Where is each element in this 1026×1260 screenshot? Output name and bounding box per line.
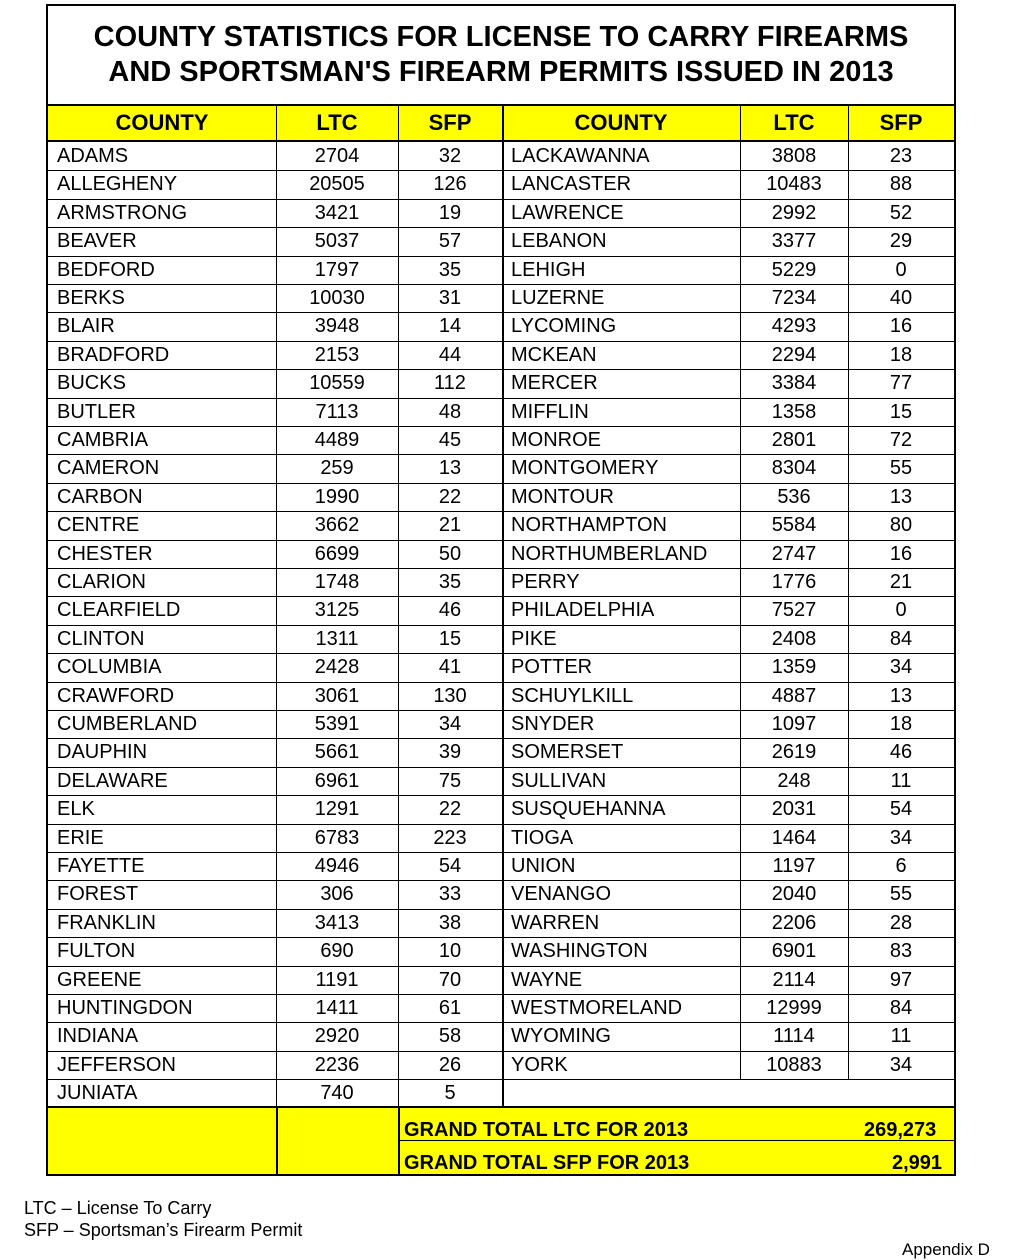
right-ltc-cell: 3384 xyxy=(771,372,817,395)
left-county-cell: HUNTINGDON xyxy=(57,997,193,1019)
right-ltc-cell: 248 xyxy=(777,769,811,792)
left-ltc-cell: 3662 xyxy=(314,514,360,537)
left-county-cell: BERKS xyxy=(57,287,125,309)
right-ltc-cell: 1097 xyxy=(771,713,817,735)
left-ltc-cell: 4946 xyxy=(314,855,360,877)
row-divider xyxy=(48,795,954,796)
right-sfp-cell: 18 xyxy=(889,343,913,366)
footnote-ltc: LTC – License To Carry xyxy=(24,1198,212,1218)
left-sfp-cell: 54 xyxy=(438,855,462,877)
right-sfp-cell: 55 xyxy=(889,457,913,480)
left-county-cell: FOREST xyxy=(57,883,139,906)
column-header-ltc: LTC xyxy=(740,106,848,140)
center-divider xyxy=(502,106,504,1108)
left-county-cell: ERIE xyxy=(57,826,104,849)
right-sfp-cell: 80 xyxy=(889,514,913,537)
left-ltc-cell: 2236 xyxy=(314,1053,360,1076)
right-ltc-cell: 1114 xyxy=(773,1025,815,1048)
left-sfp-cell: 19 xyxy=(438,201,462,224)
right-ltc-cell: 3377 xyxy=(771,230,817,253)
right-ltc-cell: 10883 xyxy=(766,1053,822,1076)
right-sfp-cell: 29 xyxy=(889,230,913,253)
left-county-cell: INDIANA xyxy=(57,1025,139,1048)
right-county-cell: PERRY xyxy=(511,571,580,593)
column-divider xyxy=(740,106,741,1079)
right-sfp-cell: 84 xyxy=(889,627,913,650)
row-divider xyxy=(48,256,954,257)
left-ltc-cell: 740 xyxy=(320,1082,354,1105)
left-ltc-cell: 5037 xyxy=(314,230,360,253)
right-county-cell: LEHIGH xyxy=(511,258,586,281)
right-county-cell: WAYNE xyxy=(511,968,583,991)
right-sfp-cell: 15 xyxy=(889,400,913,423)
column-header-county: COUNTY xyxy=(502,106,740,140)
left-ltc-cell: 1797 xyxy=(314,258,360,281)
statistics-document xyxy=(46,4,956,1176)
right-sfp-cell: 54 xyxy=(889,798,913,821)
right-county-cell: MONTGOMERY xyxy=(511,457,659,480)
left-sfp-cell: 75 xyxy=(438,769,462,792)
right-ltc-cell: 2408 xyxy=(771,627,817,650)
left-county-cell: BEAVER xyxy=(57,230,137,253)
left-ltc-cell: 6961 xyxy=(314,769,360,792)
left-sfp-cell: 126 xyxy=(433,173,467,196)
row-divider xyxy=(48,369,954,370)
left-sfp-cell: 35 xyxy=(438,258,462,281)
row-divider xyxy=(48,511,954,512)
right-ltc-cell: 2031 xyxy=(771,798,817,821)
column-divider xyxy=(848,106,849,1079)
left-ltc-cell: 3125 xyxy=(314,599,360,622)
right-sfp-cell: 11 xyxy=(890,1025,912,1048)
appendix-label: Appendix D xyxy=(902,1240,990,1259)
grand-total-sfp-label: GRAND TOTAL SFP FOR 2013 xyxy=(404,1152,690,1174)
right-ltc-cell: 1359 xyxy=(771,656,817,679)
left-ltc-cell: 2153 xyxy=(314,343,360,366)
right-county-cell: SCHUYLKILL xyxy=(511,684,634,707)
column-header-ltc: LTC xyxy=(276,106,398,140)
left-ltc-cell: 6783 xyxy=(314,826,360,849)
title-line-1: COUNTY STATISTICS FOR LICENSE TO CARRY FIREARMS xyxy=(93,21,909,53)
left-sfp-cell: 130 xyxy=(433,684,467,707)
left-ltc-cell: 5391 xyxy=(314,713,360,735)
right-sfp-cell: 34 xyxy=(889,1053,913,1076)
right-county-cell: LANCASTER xyxy=(511,173,632,196)
row-divider xyxy=(48,738,954,739)
row-divider xyxy=(48,227,954,228)
right-ltc-cell: 4293 xyxy=(771,315,817,338)
right-sfp-cell: 88 xyxy=(889,173,913,196)
left-county-cell: CUMBERLAND xyxy=(57,713,198,735)
left-county-cell: COLUMBIA xyxy=(57,656,162,679)
left-county-cell: ELK xyxy=(57,798,95,821)
right-sfp-cell: 23 xyxy=(889,145,913,167)
right-county-cell: LEBANON xyxy=(511,230,607,253)
left-sfp-cell: 58 xyxy=(438,1025,462,1048)
left-ltc-cell: 4489 xyxy=(314,429,360,451)
right-county-cell: MONROE xyxy=(511,429,601,451)
right-county-cell: SNYDER xyxy=(511,713,595,735)
left-county-cell: FULTON xyxy=(57,940,136,963)
left-sfp-cell: 70 xyxy=(438,968,462,991)
right-county-cell: LACKAWANNA xyxy=(511,145,650,167)
right-sfp-cell: 6 xyxy=(895,855,907,877)
right-ltc-cell: 2747 xyxy=(771,542,817,565)
right-county-cell: MCKEAN xyxy=(511,343,597,366)
row-divider xyxy=(48,880,954,881)
right-county-cell: SOMERSET xyxy=(511,741,624,764)
right-sfp-cell: 40 xyxy=(889,287,913,309)
left-county-cell: BLAIR xyxy=(57,315,115,338)
right-county-cell: WYOMING xyxy=(511,1025,611,1048)
right-county-cell: MIFFLIN xyxy=(511,400,589,423)
row-divider xyxy=(48,596,954,597)
left-sfp-cell: 50 xyxy=(438,542,462,565)
left-ltc-cell: 259 xyxy=(320,457,354,480)
right-sfp-cell: 52 xyxy=(889,201,913,224)
left-sfp-cell: 57 xyxy=(438,230,462,253)
right-ltc-cell: 2992 xyxy=(771,201,817,224)
left-sfp-cell: 22 xyxy=(438,485,462,508)
row-divider xyxy=(48,852,954,853)
left-ltc-cell: 10030 xyxy=(309,287,365,309)
left-county-cell: DELAWARE xyxy=(57,769,168,792)
right-ltc-cell: 4887 xyxy=(771,684,817,707)
column-divider xyxy=(276,106,277,1108)
left-sfp-cell: 31 xyxy=(438,287,462,309)
left-sfp-cell: 48 xyxy=(438,400,462,423)
left-county-cell: ARMSTRONG xyxy=(57,201,187,224)
left-ltc-cell: 1191 xyxy=(315,968,359,991)
right-sfp-cell: 77 xyxy=(889,372,913,395)
right-sfp-cell: 28 xyxy=(889,911,913,934)
column-divider xyxy=(398,106,399,1108)
left-sfp-cell: 15 xyxy=(438,627,462,650)
right-ltc-cell: 7234 xyxy=(771,287,817,309)
left-county-cell: FRANKLIN xyxy=(57,911,156,934)
right-ltc-cell: 536 xyxy=(777,485,811,508)
right-sfp-cell: 55 xyxy=(889,883,913,906)
left-sfp-cell: 61 xyxy=(438,997,462,1019)
right-county-cell: LYCOMING xyxy=(511,315,617,338)
left-county-cell: BUTLER xyxy=(57,400,136,423)
left-ltc-cell: 10559 xyxy=(309,372,365,395)
right-ltc-cell: 2206 xyxy=(771,911,817,934)
left-ltc-cell: 3421 xyxy=(314,201,360,224)
column-header-sfp: SFP xyxy=(398,106,502,140)
right-county-cell: NORTHUMBERLAND xyxy=(511,542,708,565)
right-sfp-cell: 16 xyxy=(889,315,913,338)
row-divider xyxy=(48,653,954,654)
row-divider xyxy=(48,824,954,825)
left-ltc-cell: 3948 xyxy=(314,315,360,338)
row-divider xyxy=(48,454,954,455)
left-county-cell: CARBON xyxy=(57,485,143,508)
right-sfp-cell: 83 xyxy=(889,940,913,963)
left-county-cell: CAMBRIA xyxy=(57,429,149,451)
row-divider xyxy=(48,341,954,342)
right-sfp-cell: 18 xyxy=(889,713,913,735)
right-ltc-cell: 1197 xyxy=(772,855,816,877)
totals-top-border xyxy=(48,1106,954,1108)
left-ltc-cell: 7113 xyxy=(315,400,359,423)
row-divider xyxy=(48,483,954,484)
right-ltc-cell: 3808 xyxy=(771,145,817,167)
row-divider xyxy=(48,568,954,569)
right-ltc-cell: 5229 xyxy=(771,258,817,281)
left-county-cell: BRADFORD xyxy=(57,343,170,366)
left-sfp-cell: 22 xyxy=(438,798,462,821)
right-county-cell: UNION xyxy=(511,855,576,877)
right-ltc-cell: 1464 xyxy=(771,826,817,849)
right-county-cell: VENANGO xyxy=(511,883,612,906)
left-sfp-cell: 46 xyxy=(438,599,462,622)
column-header-county: COUNTY xyxy=(48,106,276,140)
left-ltc-cell: 1411 xyxy=(315,997,359,1019)
right-ltc-cell: 1776 xyxy=(771,571,817,593)
right-sfp-cell: 11 xyxy=(890,769,912,792)
row-divider xyxy=(48,994,954,995)
left-county-cell: GREENE xyxy=(57,968,142,991)
left-county-cell: BEDFORD xyxy=(57,258,155,281)
left-county-cell: CRAWFORD xyxy=(57,684,175,707)
right-sfp-cell: 16 xyxy=(889,542,913,565)
left-ltc-cell: 690 xyxy=(320,940,354,963)
right-county-cell: PIKE xyxy=(511,627,557,650)
right-ltc-cell: 1358 xyxy=(771,400,817,423)
right-county-cell: WARREN xyxy=(511,911,600,934)
grand-total-ltc-label: GRAND TOTAL LTC FOR 2013 xyxy=(404,1119,689,1141)
document-title xyxy=(48,6,954,106)
row-divider xyxy=(48,426,954,427)
left-sfp-cell: 39 xyxy=(438,741,462,764)
left-sfp-cell: 33 xyxy=(438,883,462,906)
row-divider xyxy=(48,909,954,910)
right-county-cell: YORK xyxy=(511,1053,568,1076)
footnote-sfp: SFP – Sportsman’s Firearm Permit xyxy=(24,1220,303,1240)
row-divider xyxy=(48,1079,502,1080)
row-divider xyxy=(48,1022,954,1023)
left-ltc-cell: 1311 xyxy=(315,627,359,650)
right-sfp-cell: 0 xyxy=(895,258,907,281)
left-sfp-cell: 32 xyxy=(438,145,462,167)
title-line-2: AND SPORTSMAN'S FIREARM PERMITS ISSUED IN 2013 xyxy=(108,56,894,88)
left-ltc-cell: 6699 xyxy=(314,542,360,565)
left-county-cell: CLARION xyxy=(57,571,146,593)
row-divider xyxy=(48,710,954,711)
left-sfp-cell: 10 xyxy=(438,940,462,963)
left-ltc-cell: 1990 xyxy=(314,485,360,508)
left-ltc-cell: 3061 xyxy=(314,684,360,707)
right-ltc-cell: 6901 xyxy=(771,940,817,963)
right-sfp-cell: 72 xyxy=(889,429,913,451)
right-county-cell: WESTMORELAND xyxy=(511,997,683,1019)
left-ltc-cell: 1291 xyxy=(314,798,360,821)
left-county-cell: ALLEGHENY xyxy=(57,173,178,196)
right-sfp-cell: 13 xyxy=(889,684,913,707)
left-sfp-cell: 35 xyxy=(438,571,462,593)
row-divider xyxy=(48,682,954,683)
right-county-cell: SUSQUEHANNA xyxy=(511,798,666,821)
right-county-cell: MERCER xyxy=(511,372,598,395)
right-ltc-cell: 10483 xyxy=(766,173,822,196)
left-sfp-cell: 223 xyxy=(433,826,467,849)
totals-divider xyxy=(276,1106,278,1174)
right-ltc-cell: 2114 xyxy=(772,968,816,991)
left-sfp-cell: 44 xyxy=(438,343,462,366)
left-sfp-cell: 26 xyxy=(438,1053,462,1076)
left-ltc-cell: 1748 xyxy=(314,571,360,593)
left-sfp-cell: 13 xyxy=(438,457,462,480)
right-county-cell: LAWRENCE xyxy=(511,201,624,224)
left-county-cell: FAYETTE xyxy=(57,855,145,877)
left-county-cell: BUCKS xyxy=(57,372,126,395)
row-divider xyxy=(48,767,954,768)
row-divider xyxy=(48,284,954,285)
right-sfp-cell: 46 xyxy=(889,741,913,764)
left-county-cell: JEFFERSON xyxy=(57,1053,176,1076)
left-county-cell: ADAMS xyxy=(57,145,129,167)
row-divider xyxy=(48,937,954,938)
right-sfp-cell: 13 xyxy=(889,485,913,508)
left-county-cell: CHESTER xyxy=(57,542,153,565)
column-header-sfp: SFP xyxy=(848,106,954,140)
right-county-cell: WASHINGTON xyxy=(511,940,648,963)
right-sfp-cell: 21 xyxy=(889,571,913,593)
right-ltc-cell: 5584 xyxy=(771,514,817,537)
left-sfp-cell: 45 xyxy=(438,429,462,451)
left-sfp-cell: 14 xyxy=(438,315,462,338)
right-ltc-cell: 12999 xyxy=(766,997,822,1019)
right-ltc-cell: 2619 xyxy=(771,741,817,764)
right-sfp-cell: 34 xyxy=(889,656,913,679)
row-divider xyxy=(48,199,954,200)
left-ltc-cell: 2920 xyxy=(314,1025,360,1048)
right-county-cell: PHILADELPHIA xyxy=(511,599,655,622)
grand-totals-band xyxy=(48,1106,954,1174)
left-county-cell: CLEARFIELD xyxy=(57,599,181,622)
row-divider xyxy=(48,312,954,313)
left-sfp-cell: 21 xyxy=(438,514,462,537)
row-divider xyxy=(48,540,954,541)
right-county-cell: SULLIVAN xyxy=(511,769,607,792)
right-sfp-cell: 97 xyxy=(889,968,913,991)
row-divider xyxy=(48,398,954,399)
left-ltc-cell: 20505 xyxy=(309,173,365,196)
row-divider xyxy=(48,625,954,626)
row-divider xyxy=(48,170,954,171)
left-sfp-cell: 38 xyxy=(438,911,462,934)
row-divider xyxy=(48,966,954,967)
left-ltc-cell: 2704 xyxy=(314,145,360,167)
left-county-cell: CAMERON xyxy=(57,457,160,480)
right-county-cell: NORTHAMPTON xyxy=(511,514,667,537)
left-ltc-cell: 5661 xyxy=(314,741,360,764)
right-sfp-cell: 0 xyxy=(895,599,907,622)
grand-total-sfp-value: 2,991 xyxy=(892,1152,943,1174)
right-ltc-cell: 2294 xyxy=(771,343,817,366)
grand-total-ltc-value: 269,273 xyxy=(864,1119,937,1141)
row-divider xyxy=(48,1051,954,1052)
left-ltc-cell: 2428 xyxy=(314,656,360,679)
right-sfp-cell: 84 xyxy=(889,997,913,1019)
left-ltc-cell: 3413 xyxy=(314,911,360,934)
left-county-cell: JUNIATA xyxy=(57,1082,138,1105)
footnotes xyxy=(24,1197,302,1241)
left-county-cell: CENTRE xyxy=(57,514,140,537)
left-county-cell: DAUPHIN xyxy=(57,741,148,764)
right-ltc-cell: 8304 xyxy=(771,457,817,480)
row-divider xyxy=(502,1079,954,1080)
left-sfp-cell: 34 xyxy=(438,713,462,735)
left-sfp-cell: 5 xyxy=(444,1082,456,1105)
right-sfp-cell: 34 xyxy=(889,826,913,849)
left-ltc-cell: 306 xyxy=(320,883,354,906)
left-county-cell: CLINTON xyxy=(57,627,145,650)
right-county-cell: LUZERNE xyxy=(511,287,605,309)
right-county-cell: TIOGA xyxy=(511,826,574,849)
right-county-cell: MONTOUR xyxy=(511,485,614,508)
right-ltc-cell: 7527 xyxy=(771,599,817,622)
left-sfp-cell: 41 xyxy=(438,656,462,679)
right-county-cell: POTTER xyxy=(511,656,593,679)
right-ltc-cell: 2801 xyxy=(771,429,817,451)
left-sfp-cell: 112 xyxy=(434,372,466,395)
right-ltc-cell: 2040 xyxy=(771,883,817,906)
